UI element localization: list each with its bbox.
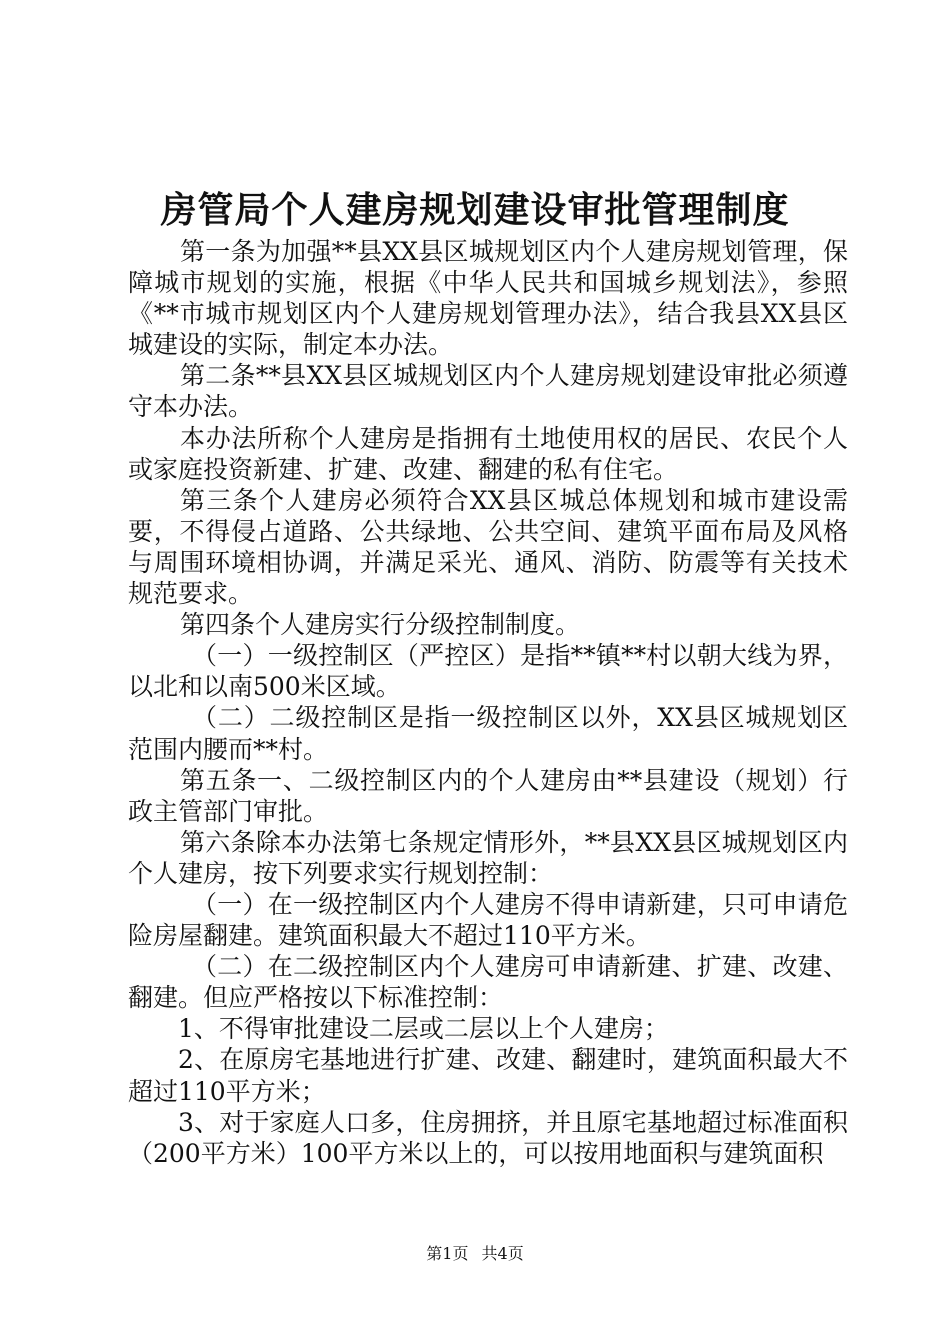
- paragraph-article-3: 第三条个人建房必须符合XX县区城总体规划和城市建设需要，不得侵占道路、公共绿地、公共空间、建筑平面布局及风格与周围环境相协调，并满足采光、通风、消防、防震等有关技术规范要求。: [128, 485, 848, 609]
- paragraph-article-5: 第五条一、二级控制区内的个人建房由**县建设（规划）行政主管部门审批。: [128, 765, 848, 826]
- paragraph-level-2-rule: （二）在二级控制区内个人建房可申请新建、扩建、改建、翻建。但应严格按以下标准控制：: [128, 952, 848, 1013]
- page-number: 第1页: [426, 1244, 469, 1263]
- document-title: 房管局个人建房规划建设审批管理制度: [160, 189, 790, 231]
- paragraph-level-2-zone: （二）二级控制区是指一级控制区以外，XX县区城规划区范围内腰而**村。: [128, 703, 848, 764]
- paragraph-article-2: 第二条**县XX县区城规划区内个人建房规划建设审批必须遵守本办法。: [128, 361, 848, 422]
- paragraph-item-2: 2、在原房宅基地进行扩建、改建、翻建时，建筑面积最大不超过110平方米；: [128, 1045, 848, 1106]
- paragraph-level-1-zone: （一）一级控制区（严控区）是指**镇**村以朝大线为界，以北和以南500米区域。: [128, 641, 848, 702]
- page-footer: [0, 1244, 950, 1264]
- paragraph-item-1: 1、不得审批建设二层或二层以上个人建房；: [178, 1014, 669, 1044]
- paragraph-article-6: 第六条除本办法第七条规定情形外，**县XX县区城规划区内个人建房，按下列要求实行规划控制：: [128, 827, 848, 888]
- paragraph-item-3: 3、对于家庭人口多，住房拥挤，并且原宅基地超过标准面积（200平方米）100平方米以上的，可以按用地面积与建筑面积: [128, 1107, 848, 1168]
- document-body: [128, 236, 848, 1169]
- paragraph-article-4: 第四条个人建房实行分级控制制度。: [180, 610, 581, 640]
- page-total: 共4页: [481, 1244, 524, 1263]
- paragraph-definition: 本办法所称个人建房是指拥有土地使用权的居民、农民个人或家庭投资新建、扩建、改建、翻建的私有住宅。: [128, 423, 848, 484]
- paragraph-article-1: 第一条为加强**县XX县区城规划区内个人建房规划管理，保障城市规划的实施，根据《中华人民共和国城乡规划法》，参照《**市城市规划区内个人建房规划管理办法》，结合我县XX县区城建设的实际，制定本办法。: [128, 237, 848, 360]
- paragraph-level-1-rule: （一）在一级控制区内个人建房不得申请新建，只可申请危险房屋翻建。建筑面积最大不超过110平方米。: [128, 889, 848, 951]
